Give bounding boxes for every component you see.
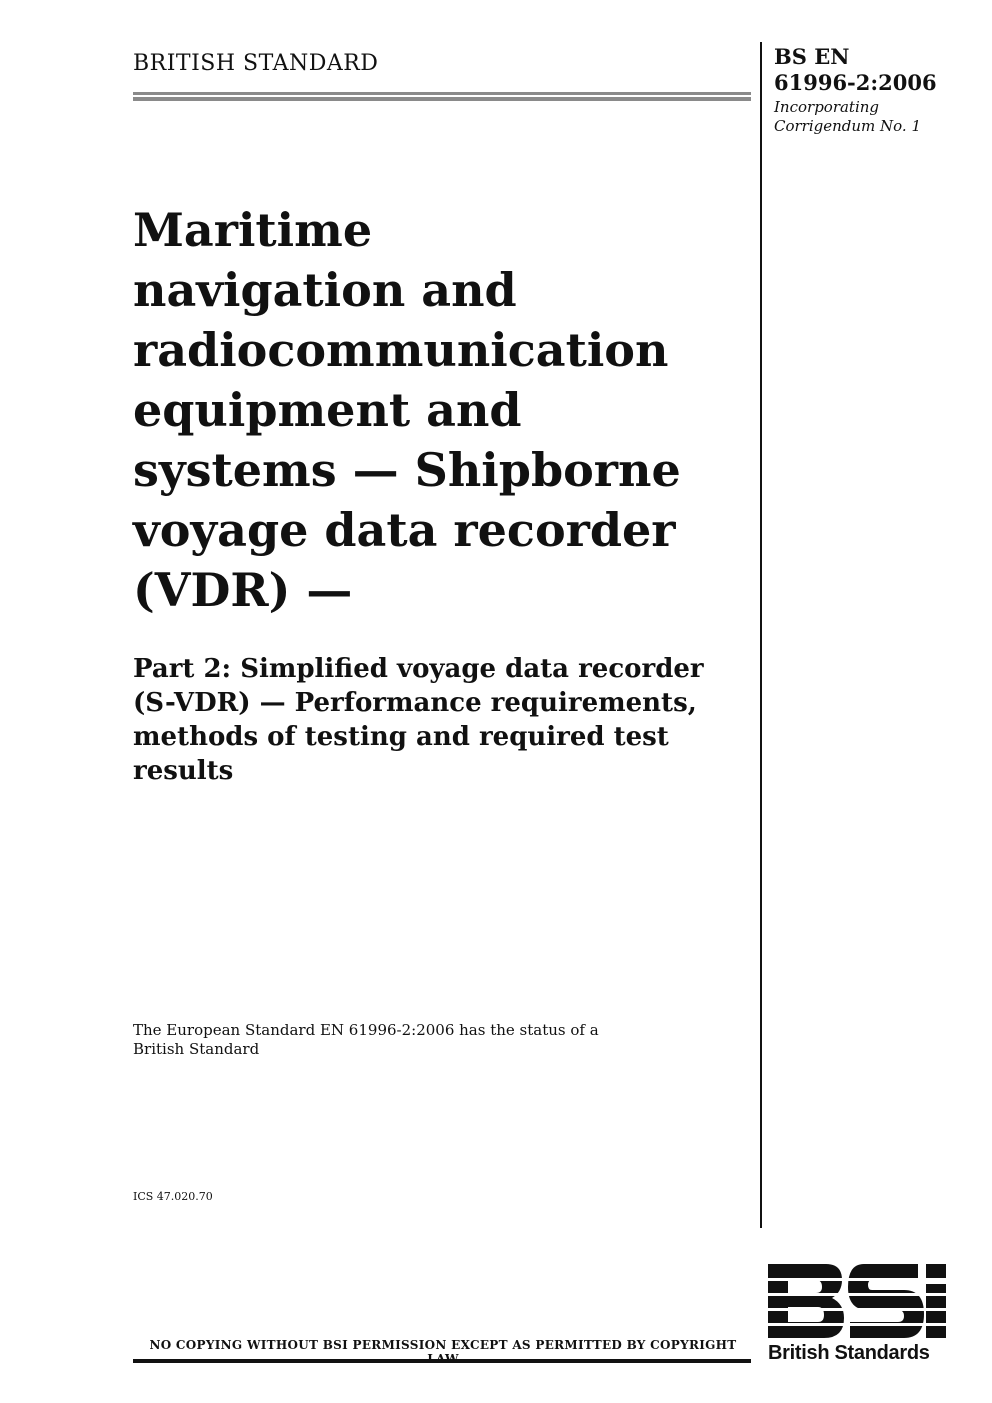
copyright-notice: NO COPYING WITHOUT BSI PERMISSION EXCEPT AS PERMITTED BY COPYRIGHT [149, 1338, 737, 1352]
title-line: equipment and [133, 383, 522, 437]
standard-number-line-2: 61996-2:2006 [774, 70, 937, 95]
standard-number-block [774, 44, 974, 136]
title-line: systems — Shipborne [133, 443, 681, 497]
title-line: Maritime [133, 203, 373, 257]
header-rule [133, 92, 751, 102]
subtitle-line: Part 2: Simplified voyage data recorder [133, 654, 704, 684]
header-label: BRITISH STANDARD [133, 51, 379, 76]
document-subtitle [133, 652, 758, 788]
title-line: navigation and [133, 263, 517, 317]
incorporating-note [774, 98, 974, 136]
title-line: (VDR) — [133, 563, 353, 617]
title-line: voyage data recorder [133, 503, 676, 557]
bsi-logo [768, 1260, 948, 1370]
standard-number-line-1: BS EN [774, 44, 850, 69]
footer-rule [133, 1359, 751, 1363]
subtitle-line: results [133, 756, 234, 786]
bsi-logo-caption: British Standards [768, 1342, 930, 1364]
subtitle-line: (S-VDR) — Performance requirements, [133, 688, 697, 718]
vertical-divider [760, 42, 762, 1228]
subtitle-line: methods of testing and required test [133, 722, 669, 752]
document-title [133, 200, 753, 620]
standard-number [774, 44, 974, 96]
status-note [133, 1021, 653, 1059]
ics-code: ICS 47.020.70 [133, 1190, 213, 1203]
title-line: radiocommunication [133, 323, 669, 377]
bsi-wordmark-logo [768, 1260, 948, 1342]
incorporating-line-1: Incorporating [774, 98, 880, 116]
status-note-line-2: British Standard [133, 1040, 260, 1058]
status-note-line-1: The European Standard EN 61996-2:2006 has the status of a [133, 1021, 599, 1039]
incorporating-line-2: Corrigendum No. 1 [774, 117, 922, 135]
